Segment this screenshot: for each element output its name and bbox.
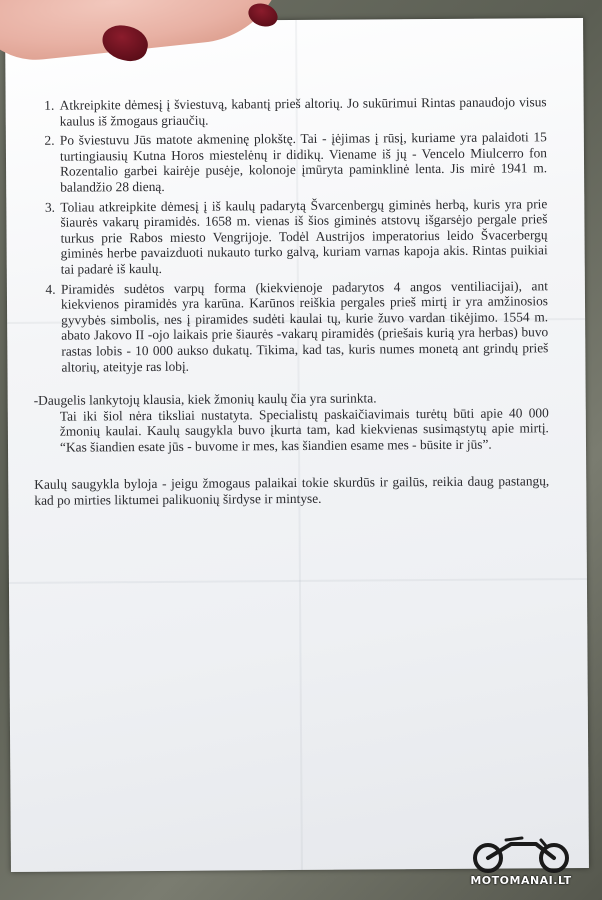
list-item: 3. Toliau atkreipkite dėmesį į iš kaulų padarytą Švarcenbergų giminės herbą, kuris yra prie šiaurės vakarų piramidės. 1658 m. vienas iš šios giminės atstovų išgarsėjo pergale prieš turkus prie Rabos miesto Vengrijoje. Todėl Austrijos imperatorius leido Švacerbergų giminės herbe pavaizduoti nukauto turko galvą, kuriam varnas kapoja akis. Rintas puikiai tai padarė iš kaulų. [58, 196, 548, 277]
motorcycle-icon [466, 834, 576, 874]
watermark-text: MOTOMANAI.LT [470, 874, 572, 887]
document-body [32, 94, 550, 508]
paper-sheet [5, 18, 589, 872]
numbered-list [32, 94, 549, 375]
question-line: -Daugelis lankytojų klausia, kiek žmonių kaulų čia yra surinkta. [33, 390, 377, 408]
closing-paragraph: Kaulų saugykla byloja - jeigu žmogaus palaikai tokie skurdūs ir gailūs, reikia daug pastangų, kad po mirties liktumei palikuonių širdyse ir mintyse. [34, 473, 550, 508]
answer-paragraph: Tai iki šiol nėra tiksliai nustatyta. Specialistų paskaičiavimais turėtų būti apie 40 000 žmonių kaulai. Kaulų saugykla buvo įkurta tam, kad kiekvienas susimąstytų apie mirtį. “Kas šiandien esate jūs - buvome ir mes, kas šiandien esame mes - būsite ir jūs”. [59, 404, 549, 455]
watermark [446, 834, 596, 894]
list-item: 2. Po šviestuvu Jūs matote akmeninę plokštę. Tai - įėjimas į rūsį, kuriame yra palaidoti 15 turtingiausių Kutna Horos miestelėnų ir didikų. Viename iš jų - Vencelo Miulcerro fon Rozentalio garbei kairėje pusėje, kolonoje įmūryta paminklinė lenta. Jis mirė 1941 m. balandžio 28 dieną. [58, 129, 547, 195]
list-item: 1. Atkreipkite dėmesį į šviestuvą, kabantį prieš altorių. Jo sukūrimui Rintas panaudojo visus kaulus iš žmogaus griaučių. [58, 94, 547, 129]
list-item: 4. Piramidės sudėtos varpų forma (kiekvienoje padarytos 4 angos ventiliacijai), ant kiekvienos piramidės yra karūna. Karūnos reiškia pergales prieš mirtį ir yra amžinosios gyvybės simbolis, nes į piramides sudėti kaulai tų, kurie žuvo vardan tikėjimo. 1554 m. abato Jakovo II -ojo laikais prie šiaurės -vakarų piramidės (priešais kurią yra herbas) buvo rastas lobis - 10 000 aukso dukatų. Tikima, kad tas, kuris numes monetą ant grindų prieš altorių, ateityje ras lobį. [59, 278, 549, 375]
